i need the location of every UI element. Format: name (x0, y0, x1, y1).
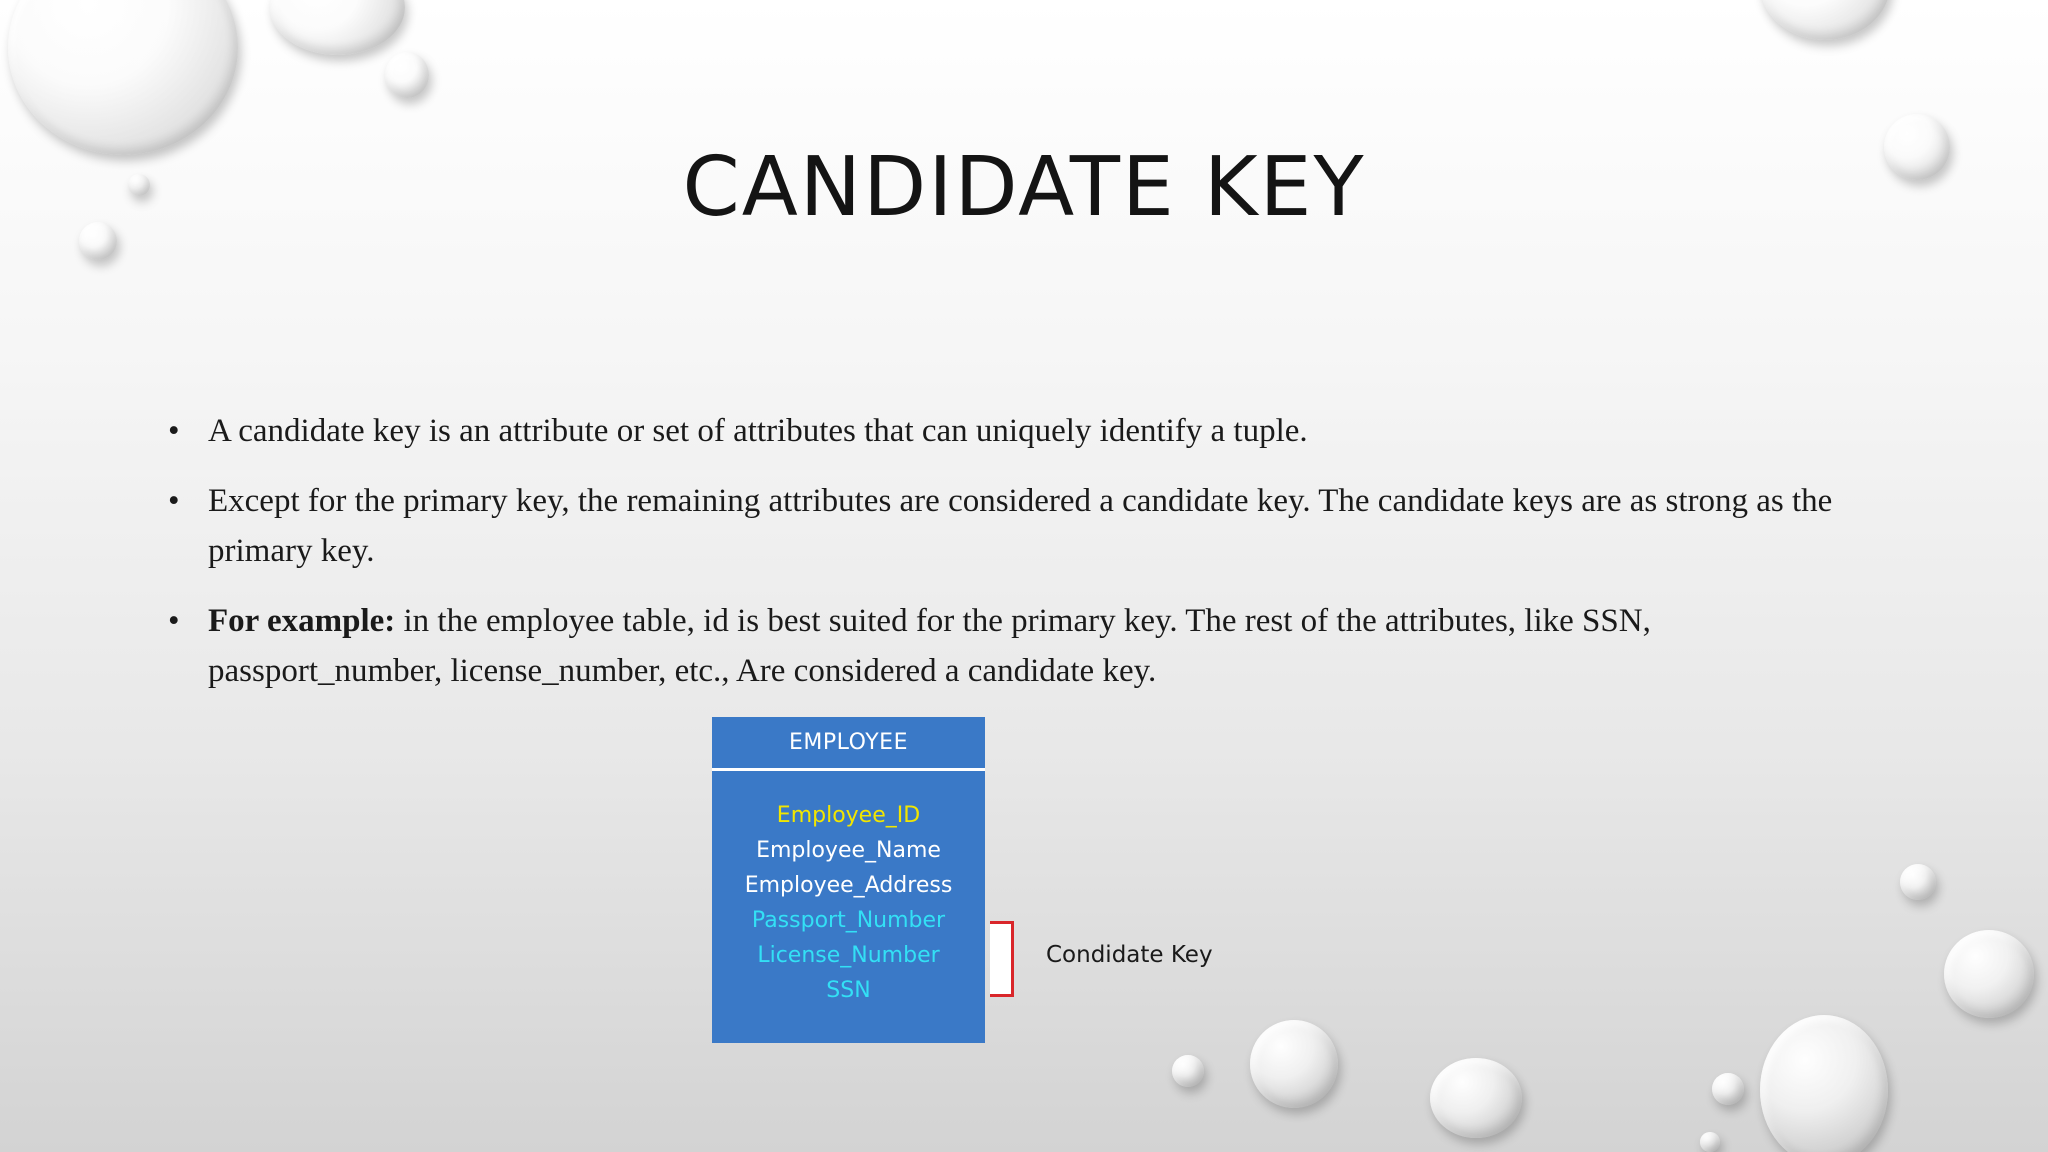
bullet-bold-lead: For example: (208, 603, 396, 639)
bullet-dot: • (168, 413, 180, 449)
water-drop-decoration (1944, 930, 2034, 1018)
water-drop-decoration (1760, 0, 1890, 40)
water-drop-decoration (1172, 1055, 1204, 1087)
table-name: EMPLOYEE (712, 717, 985, 771)
bullet-item (168, 476, 1878, 576)
bullet-list (168, 406, 1878, 716)
candidate-key-label: Condidate Key (1046, 942, 1213, 968)
table-field-list (712, 771, 985, 1008)
water-drop-decoration (385, 52, 429, 98)
bullet-item (168, 406, 1878, 456)
water-drop-decoration (1760, 1015, 1888, 1152)
slide-title: CANDIDATE KEY (682, 140, 1366, 235)
water-drop-decoration (1250, 1020, 1338, 1108)
table-field: Employee_Address (744, 873, 953, 898)
water-drop-decoration (8, 0, 238, 155)
candidate-key-bracket (990, 921, 1014, 997)
table-field: SSN (826, 978, 871, 1003)
table-field: Employee_Name (756, 838, 941, 863)
water-drop-decoration (1430, 1058, 1522, 1138)
bullet-dot: • (168, 603, 180, 639)
water-drop-decoration (1712, 1073, 1744, 1105)
table-field: Passport_Number (751, 908, 946, 933)
bullet-text: A candidate key is an attribute or set of attributes that can uniquely identify a tuple. (208, 413, 1308, 449)
employee-table-diagram (712, 717, 985, 1043)
bullet-text: in the employee table, id is best suited for the primary key. The rest of the attributes, like SSN, passport_number, license_number, etc., Are considered a candidate key. (208, 603, 1651, 689)
table-field: Employee_ID (776, 803, 921, 828)
bullet-text: Except for the primary key, the remaining attributes are considered a candidate key. The candidate keys are as strong as the primary key. (208, 483, 1833, 569)
table-field: License_Number (757, 943, 940, 968)
bullet-dot: • (168, 483, 180, 519)
water-drop-decoration (270, 0, 405, 55)
water-drop-decoration (1900, 864, 1936, 900)
water-drop-decoration (1700, 1132, 1720, 1152)
bullet-item (168, 596, 1878, 696)
